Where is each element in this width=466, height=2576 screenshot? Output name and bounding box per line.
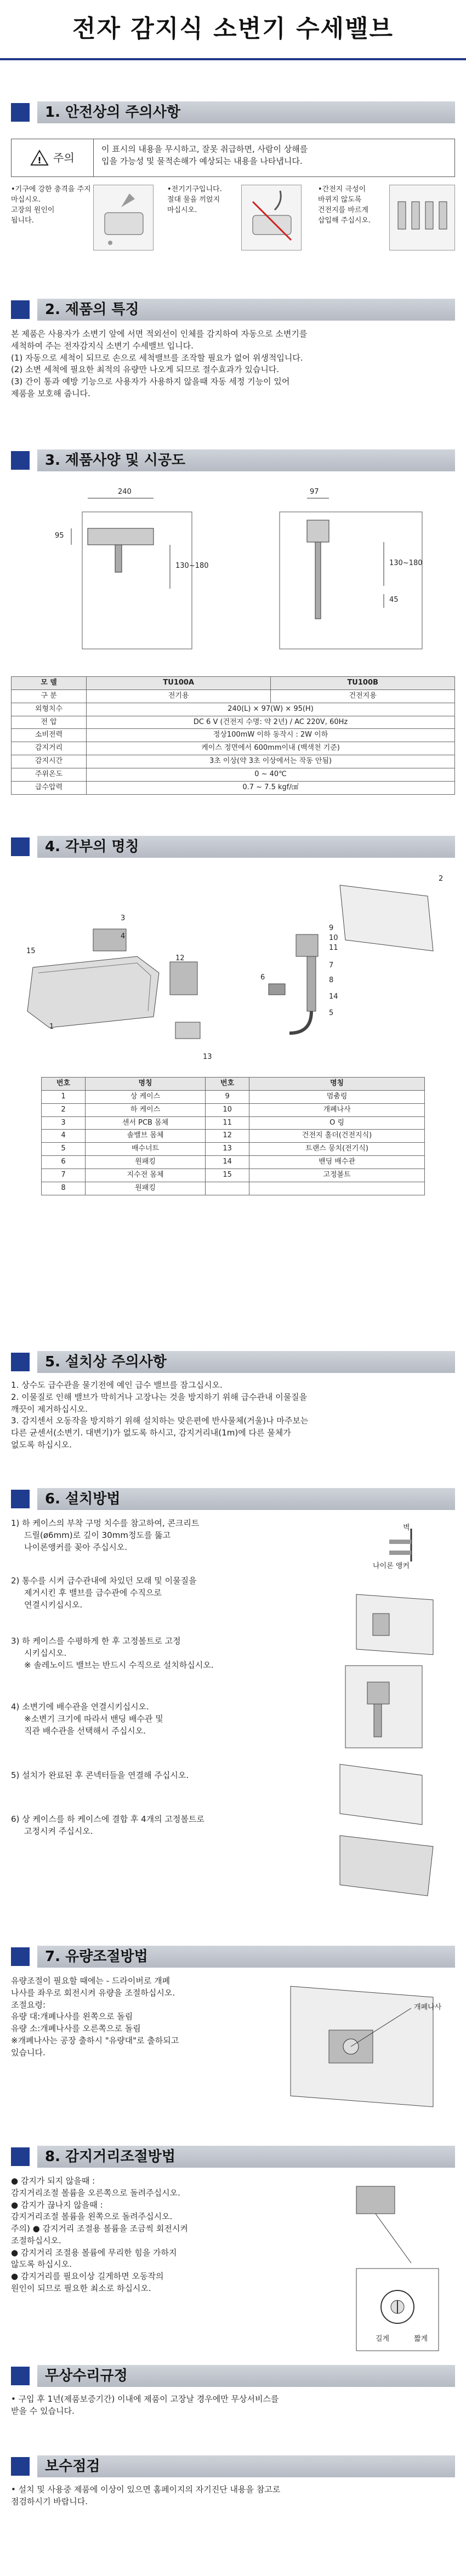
table-cell: 원패킹 xyxy=(86,1182,206,1195)
text-line: • 구입 후 1년(제품보증기간) 이내에 제품이 고장날 경우에만 무상서비스를 xyxy=(11,2394,279,2404)
note-battery xyxy=(318,185,389,226)
table-cell: 8 xyxy=(42,1182,86,1195)
text-line: 점검하시기 바랍니다. xyxy=(11,2496,88,2506)
part-number: 13 xyxy=(203,1053,212,1061)
note-line: 절대 물을 끼얹지 xyxy=(167,195,220,204)
step-2 xyxy=(11,1575,285,1611)
table-cell xyxy=(249,1182,425,1195)
table-cell: 구 분 xyxy=(12,689,87,703)
table-row xyxy=(12,768,455,781)
table-header: 번호 xyxy=(42,1078,86,1091)
part-number: 1 xyxy=(49,1023,54,1031)
section-sensor-adjust xyxy=(11,2146,455,2367)
text-line: 제품을 보호해 줍니다. xyxy=(11,388,90,398)
table-row xyxy=(12,703,455,716)
text-line: 고정시켜 주십시오. xyxy=(24,1826,93,1836)
section-header xyxy=(11,2455,455,2477)
part-number: 7 xyxy=(329,961,334,970)
page-title: 전자 감지식 소변기 수세밸브 xyxy=(72,15,394,43)
note-line: 건전지를 바르게 xyxy=(318,206,369,214)
table-cell: 솔밸브 몸체 xyxy=(86,1130,206,1143)
table-cell: O 링 xyxy=(249,1116,425,1130)
text-line: 직관 배수관을 선택해서 주십시오. xyxy=(24,1725,146,1736)
table-cell: 지수전 몸체 xyxy=(86,1169,206,1182)
note-line: 고장의 원인이 xyxy=(11,206,55,214)
note-line: 마십시오. xyxy=(11,195,41,204)
table-cell: 전 압 xyxy=(12,716,87,729)
table-cell: 케이스 정면에서 600mm이내 (백색천 기준) xyxy=(87,742,455,755)
text-line: 않도록 하십시오. xyxy=(11,2259,72,2270)
text-line: 5) 설치가 완료된 후 콘넥터들을 연결해 주십시오. xyxy=(11,1770,189,1780)
step-3 xyxy=(11,1635,296,1671)
impact-illustration xyxy=(93,185,154,250)
note-line: 삽입해 주십시오. xyxy=(318,216,371,225)
table-cell: 주위온도 xyxy=(12,768,87,781)
text-line: 2) 통수를 시켜 급수관내에 차있던 모래 및 이물질을 xyxy=(11,1576,197,1586)
part-number: 6 xyxy=(260,973,265,982)
section-features xyxy=(11,299,455,400)
table-cell: 15 xyxy=(206,1169,249,1182)
text-line: 2. 이물질로 인해 밸브가 막히거나 고장나는 것을 방지하기 위해 급수관내 이물질을 xyxy=(11,1392,308,1402)
text-line: 연결시키십시오. xyxy=(24,1599,83,1610)
table-cell: 고정볼트 xyxy=(249,1169,425,1182)
warranty-text xyxy=(11,2393,455,2418)
text-line: 조절요령: xyxy=(11,1999,46,2010)
battery-illustration xyxy=(389,185,455,250)
text-line: 본 제품은 사용자가 소변기 앞에 서면 적외선이 인체를 감지하여 자동으로 소변기를 xyxy=(11,329,308,339)
table-cell: 개폐나사 xyxy=(249,1103,425,1116)
table-cell: 밴딩 배수관 xyxy=(249,1156,425,1169)
section-specs xyxy=(11,449,455,795)
install-diagram-b xyxy=(247,479,450,660)
table-cell: 0.7 ~ 7.5 kgf/㎠ xyxy=(87,781,455,794)
step-5 xyxy=(11,1770,285,1782)
warning-icon xyxy=(30,150,49,166)
cautions-text xyxy=(11,1380,455,1451)
part-number: 3 xyxy=(121,914,126,922)
text-line: 4) 소변기에 배수관을 연결시키십시오. xyxy=(11,1702,149,1712)
dim-label: 95 xyxy=(55,532,64,540)
table-row xyxy=(12,755,455,768)
section-title: 6. 설치방법 xyxy=(37,1488,455,1510)
table-cell: 9 xyxy=(206,1090,249,1103)
parts-table xyxy=(41,1077,425,1195)
section-header xyxy=(11,1488,455,1510)
parts-diagram xyxy=(11,863,455,1072)
table-cell: 4 xyxy=(42,1130,86,1143)
section-header xyxy=(11,836,455,858)
caution-text xyxy=(94,139,315,176)
dim-label: 97 xyxy=(310,488,319,496)
table-header: 명칭 xyxy=(249,1078,425,1091)
table-row xyxy=(42,1182,425,1195)
sensor-illustration xyxy=(334,2175,455,2362)
text-line: 조절하십시오. xyxy=(11,2235,61,2246)
caution-label-cell xyxy=(12,139,94,176)
section-title: 4. 각부의 명칭 xyxy=(37,836,455,858)
section-header xyxy=(11,449,455,471)
table-cell: 10 xyxy=(206,1103,249,1116)
table-cell: 13 xyxy=(206,1143,249,1156)
table-cell xyxy=(206,1182,249,1195)
flow-text xyxy=(11,1975,258,2059)
table-cell: 5 xyxy=(42,1143,86,1156)
table-row xyxy=(42,1143,425,1156)
text-line: 유량조절이 필요할 때에는 - 드라이버로 개폐 xyxy=(11,1976,171,1986)
wall-label: 벽 xyxy=(403,1524,410,1532)
text-line: 유량 소:개폐나사를 오른쪽으로 돌림 xyxy=(11,2024,141,2033)
text-line: 감지거리조절 볼륨을 왼쪽으로 돌려주십시오. xyxy=(11,2212,173,2222)
table-cell: 6 xyxy=(42,1156,86,1169)
part-number: 4 xyxy=(121,932,126,941)
text-line: 받을 수 있습니다. xyxy=(11,2406,75,2416)
water-illustration xyxy=(241,185,302,250)
step-6 xyxy=(11,1814,285,1838)
table-cell: 소비전력 xyxy=(12,729,87,742)
text-line: 주의) ● 감지거리 조절용 볼륨을 조금씩 회전시켜 xyxy=(11,2224,188,2233)
text-line: (2) 소변 세척에 필요한 최적의 유량만 나오게 되므로 절수효과가 있습니다. xyxy=(11,364,280,375)
section-parts xyxy=(11,836,455,1195)
section-title: 무상수리규정 xyxy=(37,2365,455,2387)
table-row xyxy=(42,1130,425,1143)
part-number: 12 xyxy=(175,954,185,962)
table-cell: 7 xyxy=(42,1169,86,1182)
table-cell: 멈춤링 xyxy=(249,1090,425,1103)
text-line: 드릴(ø6mm)로 깊이 30mm정도를 뚫고 xyxy=(24,1530,171,1540)
text-line: ※소변기 크기에 따라서 밴딩 배수관 및 xyxy=(24,1713,163,1724)
text-line: 시키십시오. xyxy=(24,1648,67,1658)
section-header xyxy=(11,101,455,123)
text-line: 제거시킨 후 밸브를 급수관에 수직으로 xyxy=(24,1587,162,1598)
table-cell: 트랜스 뭉치(전기식) xyxy=(249,1143,425,1156)
caution-box xyxy=(11,139,455,177)
caution-line: 입을 가능성 및 물적손해가 예상되는 내용을 나타냅니다. xyxy=(101,156,303,166)
install-diagrams xyxy=(11,479,455,665)
dim-label: 130~180 xyxy=(175,562,209,570)
part-number: 14 xyxy=(329,993,338,1001)
table-cell: 건전지용 xyxy=(271,689,455,703)
text-line: 6) 상 케이스를 하 케이스에 결합 후 4개의 고정볼트로 xyxy=(11,1814,204,1824)
text-line: ※개폐나사는 공장 출하시 "유량대"로 출하되고 xyxy=(11,2035,179,2045)
table-cell: 급수압력 xyxy=(12,781,87,794)
text-line: 유량 대:개폐나사를 왼쪽으로 돌림 xyxy=(11,2011,133,2022)
table-cell: 건전지 홀더(건전지식) xyxy=(249,1130,425,1143)
text-line: 다른 균센서(소변기. 대변기)가 없도록 하시고, 감지거리내(1m)에 다른 물체가 xyxy=(11,1428,291,1438)
text-line: 없도록 하십시오. xyxy=(11,1439,72,1450)
table-row xyxy=(12,742,455,755)
text-line: 나이론앵커를 꽂아 주십시오. xyxy=(24,1542,128,1552)
section-header xyxy=(11,299,455,321)
text-line: ● 감지가 끊나지 않을때 : xyxy=(11,2199,103,2210)
dial-shorter-label: 짧게 xyxy=(414,2335,428,2343)
text-line: 나사를 좌우로 회전시켜 유량을 조절하십시오. xyxy=(11,1987,175,1998)
table-row xyxy=(42,1169,425,1182)
note-line: •전기기구입니다. xyxy=(167,185,222,193)
table-cell: 3 xyxy=(42,1116,86,1130)
table-row xyxy=(12,689,455,703)
sensor-body xyxy=(11,2175,455,2367)
sensor-text xyxy=(11,2175,318,2295)
text-line: ※ 솔레노이드 밸브는 반드시 수직으로 설치하십시오. xyxy=(24,1660,214,1670)
dim-label: 240 xyxy=(118,488,132,496)
section-install-cautions xyxy=(11,1351,455,1451)
table-row xyxy=(12,781,455,794)
table-row xyxy=(12,716,455,729)
table-header: 명칭 xyxy=(86,1078,206,1091)
table-row xyxy=(12,729,455,742)
note-line: 바뀌지 않도록 xyxy=(318,195,362,204)
table-cell: 감지거리 xyxy=(12,742,87,755)
text-line: 있습니다. xyxy=(11,2047,46,2058)
table-cell: 1 xyxy=(42,1090,86,1103)
section-flow-adjust xyxy=(11,1946,455,2123)
parts-exploded-view xyxy=(11,863,455,1072)
table-cell: 감지시간 xyxy=(12,755,87,768)
text-line: ● 감지거리 조절용 볼륨에 무리한 힘을 가하지 xyxy=(11,2247,177,2258)
section-header xyxy=(11,2365,455,2387)
section-safety xyxy=(11,101,455,267)
part-number: 9 xyxy=(329,924,334,932)
dim-label: 45 xyxy=(389,596,399,604)
table-cell: 하 케이스 xyxy=(86,1103,206,1116)
flow-body xyxy=(11,1975,455,2123)
text-line: ● 감지가 되지 않을때 : xyxy=(11,2176,95,2186)
table-header: TU100A xyxy=(87,677,271,690)
text-line: • 설치 및 사용중 제품에 이상이 있으면 홈페이지의 자기진단 내용을 참고로 xyxy=(11,2484,281,2494)
step-1 xyxy=(11,1518,285,1553)
caution-label: 주의 xyxy=(53,151,75,164)
maintenance-text xyxy=(11,2484,455,2508)
text-line: 1) 하 케이스의 부착 구멍 치수를 참고하여, 콘크리트 xyxy=(11,1518,200,1528)
note-impact xyxy=(11,185,104,226)
text-line: 감지거리조절 볼륨을 오른쪽으로 돌려주십시오. xyxy=(11,2187,180,2198)
table-cell: 원패킹 xyxy=(86,1156,206,1169)
table-cell: 2 xyxy=(42,1103,86,1116)
install-illustrations xyxy=(307,1518,455,1901)
table-cell: 정상100mW 이하 동작시 : 2W 이하 xyxy=(87,729,455,742)
features-text xyxy=(11,328,455,400)
section-title: 2. 제품의 특징 xyxy=(37,299,455,321)
text-line: ● 감지거리를 필요이상 길게하면 오동작의 xyxy=(11,2271,164,2281)
table-header: TU100B xyxy=(271,677,455,690)
valve-screw-label: 개폐나사 xyxy=(414,2003,442,2011)
text-line: 원인이 되므로 필요한 최소로 하십시오. xyxy=(11,2283,151,2293)
table-header: 모 델 xyxy=(12,677,87,690)
part-number: 2 xyxy=(439,875,444,883)
table-cell: 전기용 xyxy=(87,689,271,703)
table-row xyxy=(42,1103,425,1116)
table-header: 번호 xyxy=(206,1078,249,1091)
part-number: 8 xyxy=(329,976,334,984)
section-header xyxy=(11,1351,455,1373)
note-line: •기구에 강한 충격을 주지 xyxy=(11,185,91,193)
text-line: (3) 간이 통과 예방 기능으로 사용자가 사용하지 않을때 자동 세정 기능이 있어 xyxy=(11,377,290,386)
text-line: 3. 감지센서 오동작을 방지하기 위해 설치하는 맞은편에 반사물체(거울)나 마주보는 xyxy=(11,1416,309,1426)
table-cell: 240(L) × 97(W) × 95(H) xyxy=(87,703,455,716)
note-line: •간전지 극성이 xyxy=(318,185,366,193)
dial-longer-label: 길게 xyxy=(376,2335,390,2343)
section-title: 8. 감지거리조절방법 xyxy=(37,2146,455,2168)
text-line: 세척하여 주는 전자감지식 소변기 수세밸브 입니다. xyxy=(11,340,194,351)
flow-illustration xyxy=(269,1975,455,2118)
section-install-method xyxy=(11,1488,455,1923)
table-cell: 3초 이상(약 3초 이상에서는 작동 안됨) xyxy=(87,755,455,768)
install-steps xyxy=(11,1518,455,1923)
table-cell: 0 ~ 40℃ xyxy=(87,768,455,781)
table-cell: DC 6 V (건전지 수명: 약 2년) / AC 220V, 60Hz xyxy=(87,716,455,729)
step-4 xyxy=(11,1701,285,1737)
dim-label: 130~180 xyxy=(389,559,423,567)
text-line: 깨끗이 제거하십시오. xyxy=(11,1404,88,1414)
text-line: (1) 자동으로 세척이 되므로 손으로 세척밸브를 조작할 필요가 없어 위생적입니다. xyxy=(11,352,303,363)
spec-table xyxy=(11,676,455,795)
table-cell: 배수너트 xyxy=(86,1143,206,1156)
text-line: 3) 하 케이스를 수평하게 한 후 고정볼트로 고정 xyxy=(11,1636,181,1646)
section-header xyxy=(11,1946,455,1968)
table-cell: 12 xyxy=(206,1130,249,1143)
section-maintenance xyxy=(11,2455,455,2508)
svg-text:!: ! xyxy=(37,155,42,166)
caution-line: 이 표시의 내용을 무시하고, 잘못 취급하면, 사람이 상해를 xyxy=(101,144,308,154)
text-line: 1. 상수도 급수관을 물기전에 예인 급수 밸브를 잠그십시오. xyxy=(11,1380,223,1390)
table-cell: 상 케이스 xyxy=(86,1090,206,1103)
section-title: 5. 설치상 주의사항 xyxy=(37,1351,455,1373)
note-line: 됩니다. xyxy=(11,216,34,225)
note-line: 마십시오. xyxy=(167,206,197,214)
section-title: 보수점검 xyxy=(37,2455,455,2477)
table-row xyxy=(42,1116,425,1130)
table-row xyxy=(42,1156,425,1169)
table-cell: 11 xyxy=(206,1116,249,1130)
table-cell: 14 xyxy=(206,1156,249,1169)
part-number: 10 xyxy=(329,934,338,942)
part-number: 15 xyxy=(26,947,36,955)
section-title: 7. 유량조절방법 xyxy=(37,1946,455,1968)
title-bar xyxy=(0,0,466,60)
part-number: 5 xyxy=(329,1009,334,1017)
table-cell: 센서 PCB 몸체 xyxy=(86,1116,206,1130)
table-row xyxy=(42,1090,425,1103)
section-header xyxy=(11,2146,455,2168)
section-warranty xyxy=(11,2365,455,2418)
table-cell: 외형치수 xyxy=(12,703,87,716)
anchor-label: 나이론 앵커 xyxy=(373,1562,410,1570)
section-title: 1. 안전상의 주의사항 xyxy=(37,101,455,123)
caution-notes xyxy=(11,185,455,267)
section-title: 3. 제품사양 및 시공도 xyxy=(37,449,455,471)
part-number: 11 xyxy=(329,944,338,952)
